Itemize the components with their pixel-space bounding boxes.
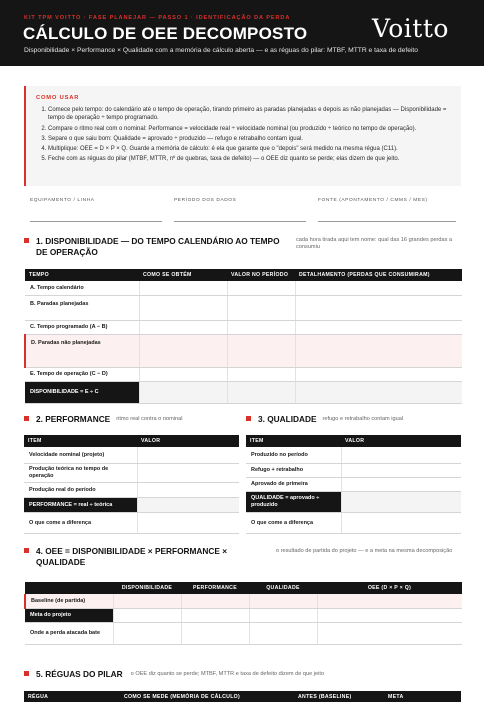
how-to-step: 2. Compare o ritmo real com o nominal: Performance = velocidade real ÷ velocidade nominal (ou produzido ÷ teórico no tempo de operação). xyxy=(48,125,453,133)
input-cell[interactable] xyxy=(139,381,227,403)
input-cell[interactable] xyxy=(139,295,227,320)
input-cell[interactable] xyxy=(295,281,462,295)
pillar-table xyxy=(24,691,461,702)
quality-table xyxy=(246,435,461,534)
table-row-result xyxy=(25,608,462,622)
input-cell[interactable] xyxy=(137,512,239,533)
input-cell[interactable] xyxy=(317,608,462,622)
period-field[interactable] xyxy=(174,198,306,222)
input-cell[interactable] xyxy=(317,622,462,644)
input-cell[interactable] xyxy=(181,622,249,644)
source-field[interactable] xyxy=(318,198,456,222)
availability-table xyxy=(24,269,462,404)
how-to-step: 5. Feche com as réguas do pilar (MTBF, MTTR, nº de quebras, taxa de defeito) — o OEE diz quanto se perde; elas dizem de que jeito. xyxy=(48,155,453,163)
input-cell[interactable] xyxy=(227,334,295,367)
input-cell[interactable] xyxy=(249,622,317,644)
row-label: DISPONIBILIDADE = E ÷ C xyxy=(25,381,139,403)
page-title: CÁLCULO DE OEE DECOMPOSTO xyxy=(23,24,308,43)
equipment-field[interactable] xyxy=(30,198,162,222)
input-cell[interactable] xyxy=(249,608,317,622)
table-row-result xyxy=(24,497,239,512)
column-header: ITEM xyxy=(24,435,137,447)
input-cell[interactable] xyxy=(317,594,462,608)
table-header-row xyxy=(246,435,461,447)
input-cell[interactable] xyxy=(137,497,239,512)
period-field-label: PERÍODO DOS DADOS xyxy=(174,198,237,203)
table-row xyxy=(25,281,462,295)
column-header: ANTES (BASELINE) xyxy=(294,691,384,702)
column-header: OEE (D × P × Q) xyxy=(317,582,462,594)
page-header xyxy=(0,0,484,66)
how-to-step: 1. Comece pelo tempo: do calendário até o tempo de operação, tirando primeiro as paradas planejadas e depois as não planejadas — Disponibilidade = tempo de operação ÷ tempo programado. xyxy=(48,106,453,123)
row-label: PERFORMANCE = real ÷ teórica xyxy=(24,497,137,512)
table-header-row xyxy=(24,691,461,702)
row-label: QUALIDADE = aprovado ÷ produzido xyxy=(246,491,341,512)
row-label: O que come a diferença xyxy=(246,512,341,533)
input-cell[interactable] xyxy=(181,608,249,622)
section-note: o resultado de partida do projeto — e a meta na mesma decomposição xyxy=(276,548,453,554)
section-availability-note-wrap xyxy=(296,237,461,251)
row-label: Baseline (de partida) xyxy=(25,594,113,608)
section-marker xyxy=(246,416,251,421)
input-cell[interactable] xyxy=(295,295,462,320)
row-label: C. Tempo programado (A − B) xyxy=(25,320,139,334)
section-title: 3. QUALIDADE xyxy=(258,414,317,424)
row-label: Onde a perda atacada bate xyxy=(25,622,113,644)
section-marker xyxy=(24,548,29,553)
input-cell[interactable] xyxy=(295,381,462,403)
performance-table xyxy=(24,435,239,534)
input-cell[interactable] xyxy=(137,463,239,482)
table-header-row xyxy=(25,269,462,281)
section-oee-heading xyxy=(24,546,254,568)
section-title: 4. OEE = DISPONIBILIDADE × PERFORMANCE × QUALIDADE xyxy=(36,546,228,567)
table-row-highlight xyxy=(25,334,462,367)
input-cell[interactable] xyxy=(227,281,295,295)
input-cell[interactable] xyxy=(139,367,227,381)
column-header: TEMPO xyxy=(25,269,139,281)
table-row xyxy=(25,367,462,381)
input-cell[interactable] xyxy=(295,334,462,367)
input-cell[interactable] xyxy=(139,281,227,295)
row-label: Aprovado de primeira xyxy=(246,477,341,491)
table-row xyxy=(246,447,461,463)
input-cell[interactable] xyxy=(137,482,239,497)
input-cell[interactable] xyxy=(227,295,295,320)
table-row xyxy=(25,295,462,320)
input-cell[interactable] xyxy=(113,608,181,622)
input-cell[interactable] xyxy=(139,334,227,367)
section-title: 5. RÉGUAS DO PILAR xyxy=(36,669,123,679)
brand-logo: Voitto xyxy=(372,14,449,43)
table-row xyxy=(24,512,239,533)
row-label: E. Tempo de operação (C − D) xyxy=(25,367,139,381)
column-header xyxy=(25,582,113,594)
row-label: O que come a diferença xyxy=(24,512,137,533)
input-cell[interactable] xyxy=(295,320,462,334)
table-row xyxy=(25,320,462,334)
column-header: VALOR xyxy=(341,435,461,447)
oee-table xyxy=(24,582,462,645)
how-to-step: 4. Multiplique: OEE = D × P × Q. Guarde a memória de cálculo: é ela que garante que o "depois" será medido na mesma régua (C11). xyxy=(48,145,453,153)
section-note: refugo e retrabalho contam igual xyxy=(322,416,404,422)
row-label: Refugo + retrabalho xyxy=(246,463,341,477)
row-label: D. Paradas não planejadas xyxy=(25,334,139,367)
input-cell[interactable] xyxy=(341,512,461,533)
row-label: A. Tempo calendário xyxy=(25,281,139,295)
column-header: VALOR NO PERÍODO xyxy=(227,269,295,281)
input-cell[interactable] xyxy=(295,367,462,381)
source-field-label: FONTE (APONTAMENTO / CMMS / MES) xyxy=(318,198,428,203)
table-row xyxy=(246,477,461,491)
row-label: B. Paradas planejadas xyxy=(25,295,139,320)
header-kicker: KIT TPM VOITTO · FASE PLANEJAR — PASSO 1 · IDENTIFICAÇÃO DA PERDA xyxy=(24,15,291,21)
input-cell[interactable] xyxy=(113,594,181,608)
section-note: cada hora tirada aqui tem nome: qual das 16 grandes perdas a consumiu xyxy=(296,237,453,250)
table-row-result xyxy=(246,491,461,512)
table-header-row xyxy=(25,582,462,594)
table-row xyxy=(246,463,461,477)
input-cell[interactable] xyxy=(341,477,461,491)
column-header: VALOR xyxy=(137,435,239,447)
equipment-field-label: EQUIPAMENTO / LINHA xyxy=(30,198,95,203)
section-marker xyxy=(24,238,29,243)
table-row xyxy=(246,512,461,533)
table-row xyxy=(24,482,239,497)
page-subtitle: Disponibilidade × Performance × Qualidade com a memória de cálculo aberta — e as réguas do pilar: MTBF, MTTR e taxa de defeito xyxy=(24,47,419,54)
input-cell[interactable] xyxy=(113,622,181,644)
row-label: Produção real do período xyxy=(24,482,137,497)
section-availability-heading xyxy=(24,236,286,258)
column-header: COMO SE MEDE (MEMÓRIA DE CÁLCULO) xyxy=(120,691,294,702)
input-cell[interactable] xyxy=(181,594,249,608)
column-header: DETALHAMENTO (PERDAS QUE CONSUMIRAM) xyxy=(295,269,462,281)
column-header: DISPONIBILIDADE xyxy=(113,582,181,594)
input-cell[interactable] xyxy=(341,463,461,477)
input-cell[interactable] xyxy=(249,594,317,608)
section-marker xyxy=(24,416,29,421)
column-header: RÉGUA xyxy=(24,691,120,702)
table-row-result xyxy=(25,381,462,403)
section-oee-note-wrap xyxy=(276,548,461,555)
section-performance-heading xyxy=(24,414,239,425)
row-label: Velocidade nominal (projeto) xyxy=(24,447,137,463)
input-cell[interactable] xyxy=(139,320,227,334)
input-cell[interactable] xyxy=(227,381,295,403)
table-row-highlight xyxy=(25,594,462,608)
section-note: ritmo real contra o nominal xyxy=(116,416,183,422)
section-marker xyxy=(24,671,29,676)
column-header: ITEM xyxy=(246,435,341,447)
input-cell[interactable] xyxy=(341,491,461,512)
column-header: META xyxy=(384,691,461,702)
column-header: COMO SE OBTÉM xyxy=(139,269,227,281)
how-to-label: COMO USAR xyxy=(36,95,80,101)
table-header-row xyxy=(24,435,239,447)
section-quality-heading xyxy=(246,414,461,425)
column-header: QUALIDADE xyxy=(249,582,317,594)
table-row xyxy=(24,447,239,463)
how-to-step: 3. Separe o que saiu bom: Qualidade = aprovado ÷ produzido — refugo e retrabalho contam igual. xyxy=(48,135,453,143)
section-note: o OEE diz quanto se perde; MTBF, MTTR e taxa de defeito dizem de que jeito xyxy=(130,671,325,677)
section-title: 1. DISPONIBILIDADE — DO TEMPO CALENDÁRIO AO TEMPO DE OPERAÇÃO xyxy=(36,236,280,257)
table-row xyxy=(24,463,239,482)
input-cell[interactable] xyxy=(227,320,295,334)
section-title: 2. PERFORMANCE xyxy=(36,414,111,424)
how-to-box xyxy=(24,86,461,186)
section-pillar-heading xyxy=(24,669,461,680)
how-to-steps xyxy=(48,106,453,165)
row-label: Meta do projeto xyxy=(25,608,113,622)
row-label: Produzido no período xyxy=(246,447,341,463)
column-header: PERFORMANCE xyxy=(181,582,249,594)
input-cell[interactable] xyxy=(341,447,461,463)
table-row xyxy=(25,622,462,644)
input-cell[interactable] xyxy=(137,447,239,463)
row-label: Produção teórica no tempo de operação xyxy=(24,463,137,482)
input-cell[interactable] xyxy=(227,367,295,381)
